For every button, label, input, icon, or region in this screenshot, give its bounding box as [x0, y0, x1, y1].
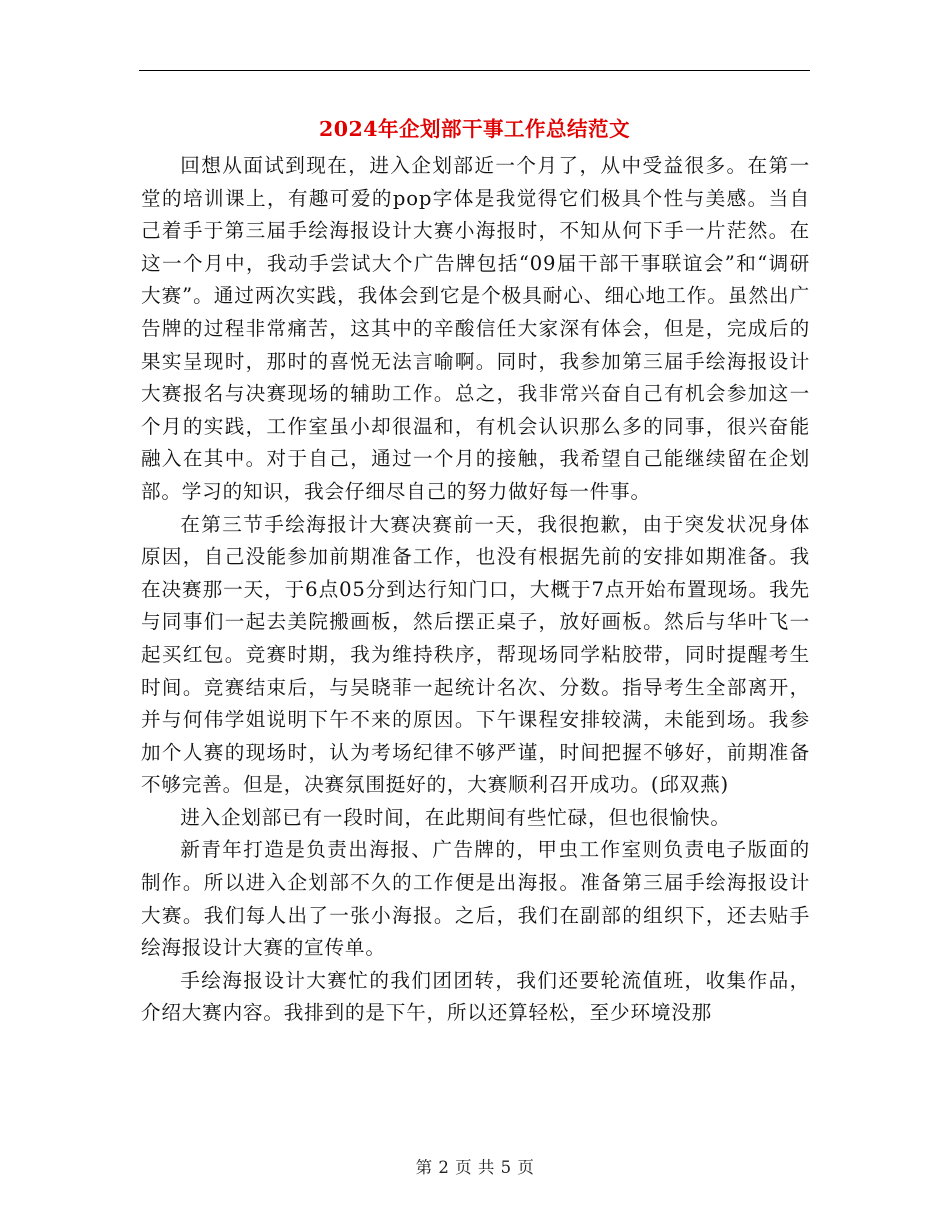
document-body [141, 150, 810, 1030]
paragraph-1: 回想从面试到现在，进入企划部近一个月了，从中受益很多。在第一堂的培训课上，有趣可爱的pop字体是我觉得它们极具个性与美感。当自己着手于第三届手绘海报设计大赛小海报时，不知从何下手一片茫然。在这一个月中，我动手尝试大个广告牌包括“09届干部干事联谊会”和“调研大赛”。通过两次实践，我体会到它是个极具耐心、细心地工作。虽然出广告牌的过程非常痛苦，这其中的辛酸信任大家深有体会，但是，完成后的果实呈现时，那时的喜悦无法言喻啊。同时，我参加第三届手绘海报设计大赛报名与决赛现场的辅助工作。总之，我非常兴奋自己有机会参加这一个月的实践，工作室虽小却很温和，有机会认识那么多的同事，很兴奋能融入在其中。对于自己，通过一个月的接触，我希望自己能继续留在企划部。学习的知识，我会仔细尽自己的努力做好每一件事。 [141, 154, 810, 503]
paragraph-3: 进入企划部已有一段时间，在此期间有些忙碌，但也很愉快。 [180, 805, 731, 829]
header-rule [139, 70, 810, 71]
document-title: 2024年企划部干事工作总结范文 [318, 117, 631, 141]
paragraph-4: 新青年打造是负责出海报、广告牌的，甲虫工作室则负责电子版面的制作。所以进入企划部不久的工作便是出海报。准备第三届手绘海报设计大赛。我们每人出了一张小海报。之后，我们在副部的组织下，还去贴手绘海报设计大赛的宣传单。 [141, 838, 810, 960]
paragraph-5: 手绘海报设计大赛忙的我们团团转，我们还要轮流值班，收集作品，介绍大赛内容。我排到的是下午，所以还算轻松，至少环境没那 [141, 968, 810, 1025]
paragraph-2: 在第三节手绘海报计大赛决赛前一天，我很抱歉，由于突发状况身体原因，自己没能参加前期准备工作，也没有根据先前的安排如期准备。我在决赛那一天，于6点05分到达行知门口，大概于7点开始布置现场。我先与同事们一起去美院搬画板，然后摆正桌子，放好画板。然后与华叶飞一起买红包。竞赛时期，我为维持秩序，帮现场同学粘胶带，同时提醒考生时间。竞赛结束后，与吴晓菲一起统计名次、分数。指导考生全部离开，并与何伟学姐说明下午不来的原因。下午课程安排较满，未能到场。我参加个人赛的现场时，认为考场纪律不够严谨，时间把握不够好，前期准备不够完善。但是，决赛氛围挺好的，大赛顺利召开成功。(邱双燕) [141, 512, 810, 797]
page-number-footer: 第 2 页 共 5 页 [415, 1158, 535, 1177]
